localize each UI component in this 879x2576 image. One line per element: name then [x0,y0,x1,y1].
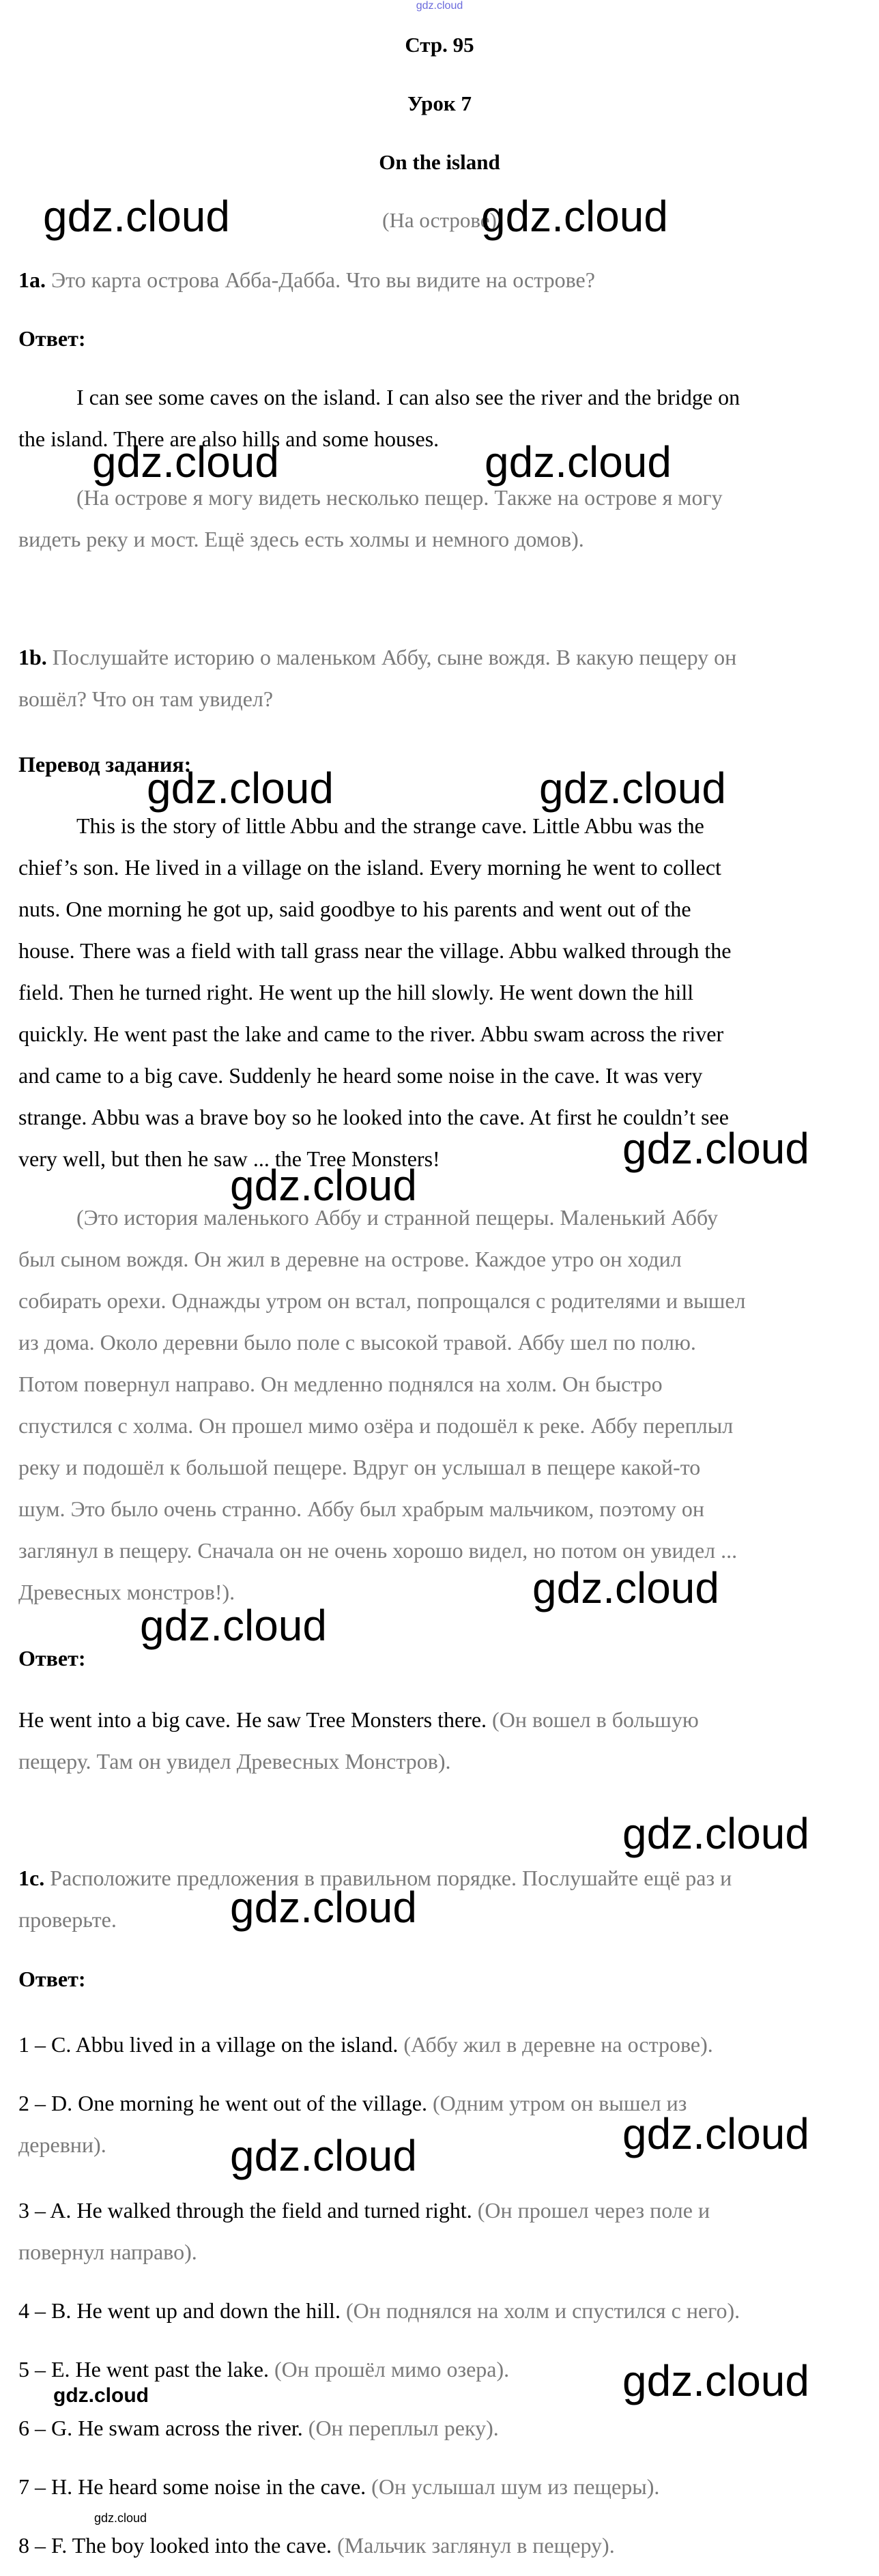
ex1b-task-line: вошёл? Что он там увидел? [18,686,274,711]
watermark: gdz.cloud [532,1563,719,1612]
ex1b-answer-ru-line: пещеру. Там он увидел Древесных Монстров). [18,1749,451,1774]
ex1a-translation-line: (На острове я могу видеть несколько пещер. Также на острове я могу [76,485,723,510]
ex1a-task [18,259,595,302]
answer-item-en: 1 – C. Abbu lived in a village on the island. [18,2032,399,2057]
answer-item-en: 4 – B. He went up and down the hill. [18,2298,341,2323]
story-line: house. There was a field with tall grass near the village. Abbu walked through the [18,938,732,963]
ex1b-task [18,637,736,679]
answer-item [18,2290,740,2332]
answer-item-ru: (Он переплыл реку). [302,2416,499,2440]
ex1a-answer-line: I can see some caves on the island. I can also see the river and the bridge on [76,385,740,409]
answer-item [18,2190,710,2232]
ex1c-task-text: Расположите предложения в правильном порядке. Послушайте ещё раз и [44,1866,732,1890]
watermark: gdz.cloud [622,1809,809,1858]
story-line: very well, but then he saw ... the Tree Monsters! [18,1146,440,1171]
story-translation-line: шум. Это было очень странно. Аббу был храбрым мальчиком, поэтому он [18,1496,704,1521]
ex1b-label: 1b. [18,645,47,669]
topic-translation: (На острове) [382,208,497,232]
topic-title: On the island [379,150,500,174]
ex1c-task-line: проверьте. [18,1907,117,1932]
answer-item-ru: (Он поднялся на холм и спустился с него). [340,2298,740,2323]
watermark: gdz.cloud [481,192,668,241]
answer-item-ru: (Он услышал шум из пещеры). [366,2474,660,2499]
answer-item [18,2083,687,2125]
answer-item-en: 5 – E. He went past the lake. [18,2357,269,2382]
answer-item [18,2466,659,2508]
story-translation-line: Древесных монстров!). [18,1580,235,1604]
answer-item-ru: (Аббу жил в деревне на острове). [398,2032,713,2057]
watermark: gdz.cloud [94,2511,147,2525]
ex1b-answer [18,1699,699,1741]
watermark: gdz.cloud [53,2384,149,2407]
ex1a-translation-line: видеть реку и мост. Ещё здесь есть холмы и немного домов). [18,527,584,551]
story-line: field. Then he turned right. He went up the hill slowly. He went down the hill [18,980,694,1004]
lesson-title: Урок 7 [407,91,472,115]
answer-item-en: 2 – D. One morning he went out of the village. [18,2091,427,2115]
ex1b-task-text: Послушайте историю о маленьком Аббу, сыне вождя. В какую пещеру он [46,645,737,669]
ex1b-translation-label: Перевод задания: [18,752,192,777]
watermark: gdz.cloud [539,764,726,813]
watermark: gdz.cloud [622,2109,809,2158]
watermark: gdz.cloud [622,2356,809,2405]
page-number: Стр. 95 [405,33,474,57]
ex1a-label: 1a. [18,267,46,292]
story-translation-line: собирать орехи. Однажды утром он встал, попрощался с родителями и вышел [18,1288,746,1313]
watermark: gdz.cloud [147,764,334,813]
answer-item-ru: (Мальчик заглянул в пещеру). [331,2533,615,2558]
story-line: nuts. One morning he got up, said goodbye to his parents and went out of the [18,897,691,921]
watermark: gdz.cloud [230,1883,417,1932]
answer-item [18,2525,615,2567]
answer-item [18,2024,713,2066]
ex1a-answer-line: the island. There are also hills and some houses. [18,426,440,451]
source-link[interactable]: gdz.cloud [416,0,463,12]
story-translation-line: (Это история маленького Аббу и странной пещеры. Маленький Аббу [76,1205,718,1230]
watermark: gdz.cloud [622,1124,809,1173]
story-translation-line: спустился с холма. Он прошел мимо озёра и подошёл к реке. Аббу переплыл [18,1413,734,1438]
story-line: quickly. He went past the lake and came to the river. Abbu swam across the river [18,1022,724,1046]
story-line: and came to a big cave. Suddenly he heard some noise in the cave. It was very [18,1063,703,1088]
watermark: gdz.cloud [485,437,672,487]
watermark: gdz.cloud [230,1161,417,1210]
answer-item-en: 6 – G. He swam across the river. [18,2416,303,2440]
ex1b-answer-en: He went into a big cave. He saw Tree Monsters there. [18,1707,487,1732]
answer-item-ru-cont: повернул направо). [18,2240,197,2264]
watermark: gdz.cloud [230,2131,417,2180]
story-translation-line: заглянул в пещеру. Сначала он не очень хорошо видел, но потом он увидел ... [18,1538,738,1563]
ex1c-label: 1c. [18,1866,45,1890]
story-line: chief’s son. He lived in a village on the island. Every morning he went to collect [18,855,721,880]
ex1a-answer-label: Ответ: [18,326,86,351]
ex1b-answer-label: Ответ: [18,1646,86,1670]
answer-item-en: 3 – A. He walked through the field and turned right. [18,2198,472,2223]
story-line: strange. Abbu was a brave boy so he looked into the cave. At first he couldn’t see [18,1105,729,1129]
answer-item-en: 8 – F. The boy looked into the cave. [18,2533,332,2558]
answer-item-ru: (Он прошёл мимо озера). [269,2357,510,2382]
story-translation-line: был сыном вождя. Он жил в деревне на острове. Каждое утро он ходил [18,1247,682,1271]
story-translation-line: реку и подошёл к большой пещере. Вдруг он услышал в пещере какой-то [18,1455,701,1479]
answer-item-en: 7 – H. He heard some noise in the cave. [18,2474,366,2499]
answer-item-ru-cont: деревни). [18,2132,106,2157]
ex1c-answer-label: Ответ: [18,1967,86,1991]
answer-item-ru: (Он прошел через поле и [472,2198,710,2223]
answer-item-ru: (Одним утром он вышел из [427,2091,687,2115]
story-translation-line: Потом повернул направо. Он медленно поднялся на холм. Он быстро [18,1372,663,1396]
watermark: gdz.cloud [92,437,279,487]
story-line: This is the story of little Abbu and the strange cave. Little Abbu was the [76,813,704,838]
story-translation-line: из дома. Около деревни было поле с высокой травой. Аббу шел по полю. [18,1330,696,1355]
ex1b-answer-ru: (Он вошел в большую [487,1707,699,1732]
watermark: gdz.cloud [43,192,230,241]
ex1a-task-text: Это карта острова Абба-Дабба. Что вы видите на острове? [46,267,595,292]
answer-item [18,2407,499,2450]
watermark: gdz.cloud [140,1601,327,1650]
